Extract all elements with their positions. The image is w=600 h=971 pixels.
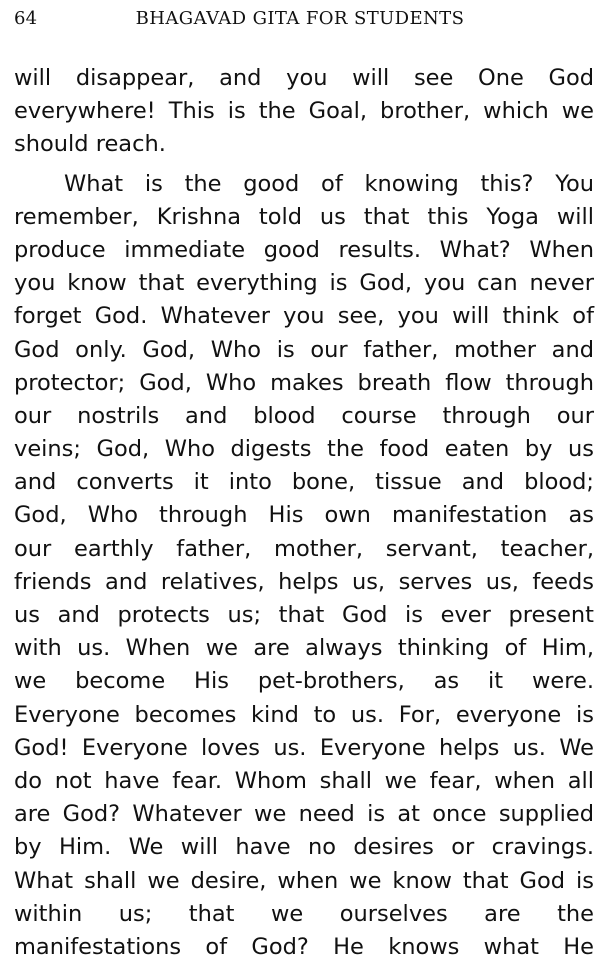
text-line: manifestations of God? He knows what He <box>14 933 594 960</box>
text-line: God! Everyone loves us. Everyone helps us. We <box>14 734 594 761</box>
text-line: veins; God, Who digests the food eaten by us <box>14 436 594 463</box>
text-line: God, Who through His own manifestation as <box>14 502 594 529</box>
text-line: we become His pet-brothers, as it were. <box>14 668 594 695</box>
text-line: will disappear, and you will see One God <box>14 65 594 91</box>
text-line: What shall we desire, when we know that God is <box>14 867 594 894</box>
text-line: remember, Krishna told us that this Yoga will <box>14 203 594 230</box>
text-line: and converts it into bone, tissue and blood; <box>14 469 594 496</box>
page-header <box>14 8 586 32</box>
text-line: us and protects us; that God is ever present <box>14 602 594 628</box>
text-line: by Him. We will have no desires or cravings. <box>14 834 594 861</box>
page-number: 64 <box>14 8 38 29</box>
text-line: our earthly father, mother, servant, teacher, <box>14 535 594 562</box>
text-line: friends and relatives, helps us, serves us, feeds <box>14 568 594 595</box>
text-line: produce immediate good results. What? When <box>14 236 594 263</box>
text-line: God only. God, Who is our father, mother and <box>14 336 594 363</box>
text-line: within us; that we ourselves are the <box>14 900 594 927</box>
text-line: protector; God, Who makes breath flow through <box>14 369 594 396</box>
text-line: Everyone becomes kind to us. For, everyone is <box>14 701 594 728</box>
text-line: are God? Whatever we need is at once supplied <box>14 801 594 828</box>
text-line: What is the good of knowing this? You <box>64 170 594 197</box>
text-line: do not have fear. Whom shall we fear, when all <box>14 767 594 794</box>
body-text <box>14 62 594 964</box>
running-title: BHAGAVAD GITA FOR STUDENTS <box>135 8 465 29</box>
text-line: you know that everything is God, you can never <box>14 270 594 297</box>
text-line: forget God. Whatever you see, you will think of <box>14 303 594 330</box>
text-line: our nostrils and blood course through our <box>14 402 594 429</box>
text-line: should reach. <box>14 131 166 158</box>
text-line: with us. When we are always thinking of Him, <box>14 635 594 662</box>
text-line: everywhere! This is the Goal, brother, which we <box>14 98 594 125</box>
